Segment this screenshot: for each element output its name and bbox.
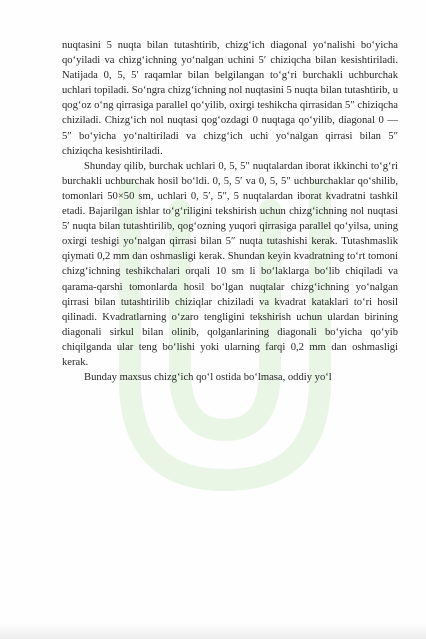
page-bottom-edge: [0, 623, 426, 639]
paragraph-2: Shunday qilib, burchak uchlari 0, 5, 5″ nuqtalardan iborat ikkinchi to‘g‘ri burchakli uchburchak hosil bo‘ldi. 0, 5, 5′ va 0, 5, 5″ uchburchaklar qo‘shilib, tomonlari 50×50 sm, uchlari 0, 5′, 5″, 5 nuqtalardan iborat kvadratni tashkil etadi. Bajarilgan ishlar to‘g‘riligini tekshirish uchun chizg‘ichning nol nuqtasi 5′ nuqta bilan tutashtirilib, qog‘ozning yuqori qirrasiga parallel qo‘yilsa, uning oxirgi teshigi yo‘nalgan qirrasi bilan 5″ nuqta tutashishi kerak. Tutashmaslik qiymati 0,2 mm dan oshmasligi kerak. Shundan keyin kvadratning to‘rt tomoni chizg‘ichning teshikchalari orqali 10 sm li bo‘laklarga bo‘lib chiqiladi va qarama-qarshi tomonlarda hosil bo‘lgan nuqtalar chizg‘ichning yo‘nalgan qirrasi bilan tutashtirilib chiziqlar chiziladi va kvadrat kataklari to‘ri hosil qilinadi. Kvadratlarning o‘zaro tengligini tekshirish uchun ulardan birining diagonali sirkul bilan olinib, qolganlarining diagonali bo‘yicha qo‘yib chiqilganda ular teng bo‘lishi yoki ularning farqi 0,2 mm dan oshmasligi kerak.: [62, 160, 398, 368]
paragraph-3: Bunday maxsus chizg‘ich qo‘l ostida bo‘lmasa, oddiy yo‘l: [84, 372, 332, 384]
document-body: [62, 38, 398, 385]
paragraph-1: nuqtasini 5 nuqta bilan tutashtirib, chizg‘ich diagonal yo‘nalishi bo‘yicha qo‘yiladi va chizg‘ichning yo‘nalgan uchini 5′ chiziqcha bilan kesishtiriladi. Natijada 0, 5, 5′ raqamlar bilan belgilangan to‘g‘ri burchakli uchburchak uchlari topiladi. So‘ngra chizg‘ichning nol nuqtasini 5 nuqta bilan tutashtirib, u qog‘oz o‘ng qirrasiga parallel qo‘yilib, oxirgi teshikcha qirrasidan 5″ chiziqcha chiziladi. Chizg‘ich nol nuqtasi qog‘ozdagi 0 nuqtaga qo‘yilib, diagonal 0 — 5″ bo‘yicha yo‘naltiriladi va chizg‘ich uchi yo‘nalgan qirrasi bilan 5″ chiziqcha kesishtiriladi.: [62, 40, 398, 157]
